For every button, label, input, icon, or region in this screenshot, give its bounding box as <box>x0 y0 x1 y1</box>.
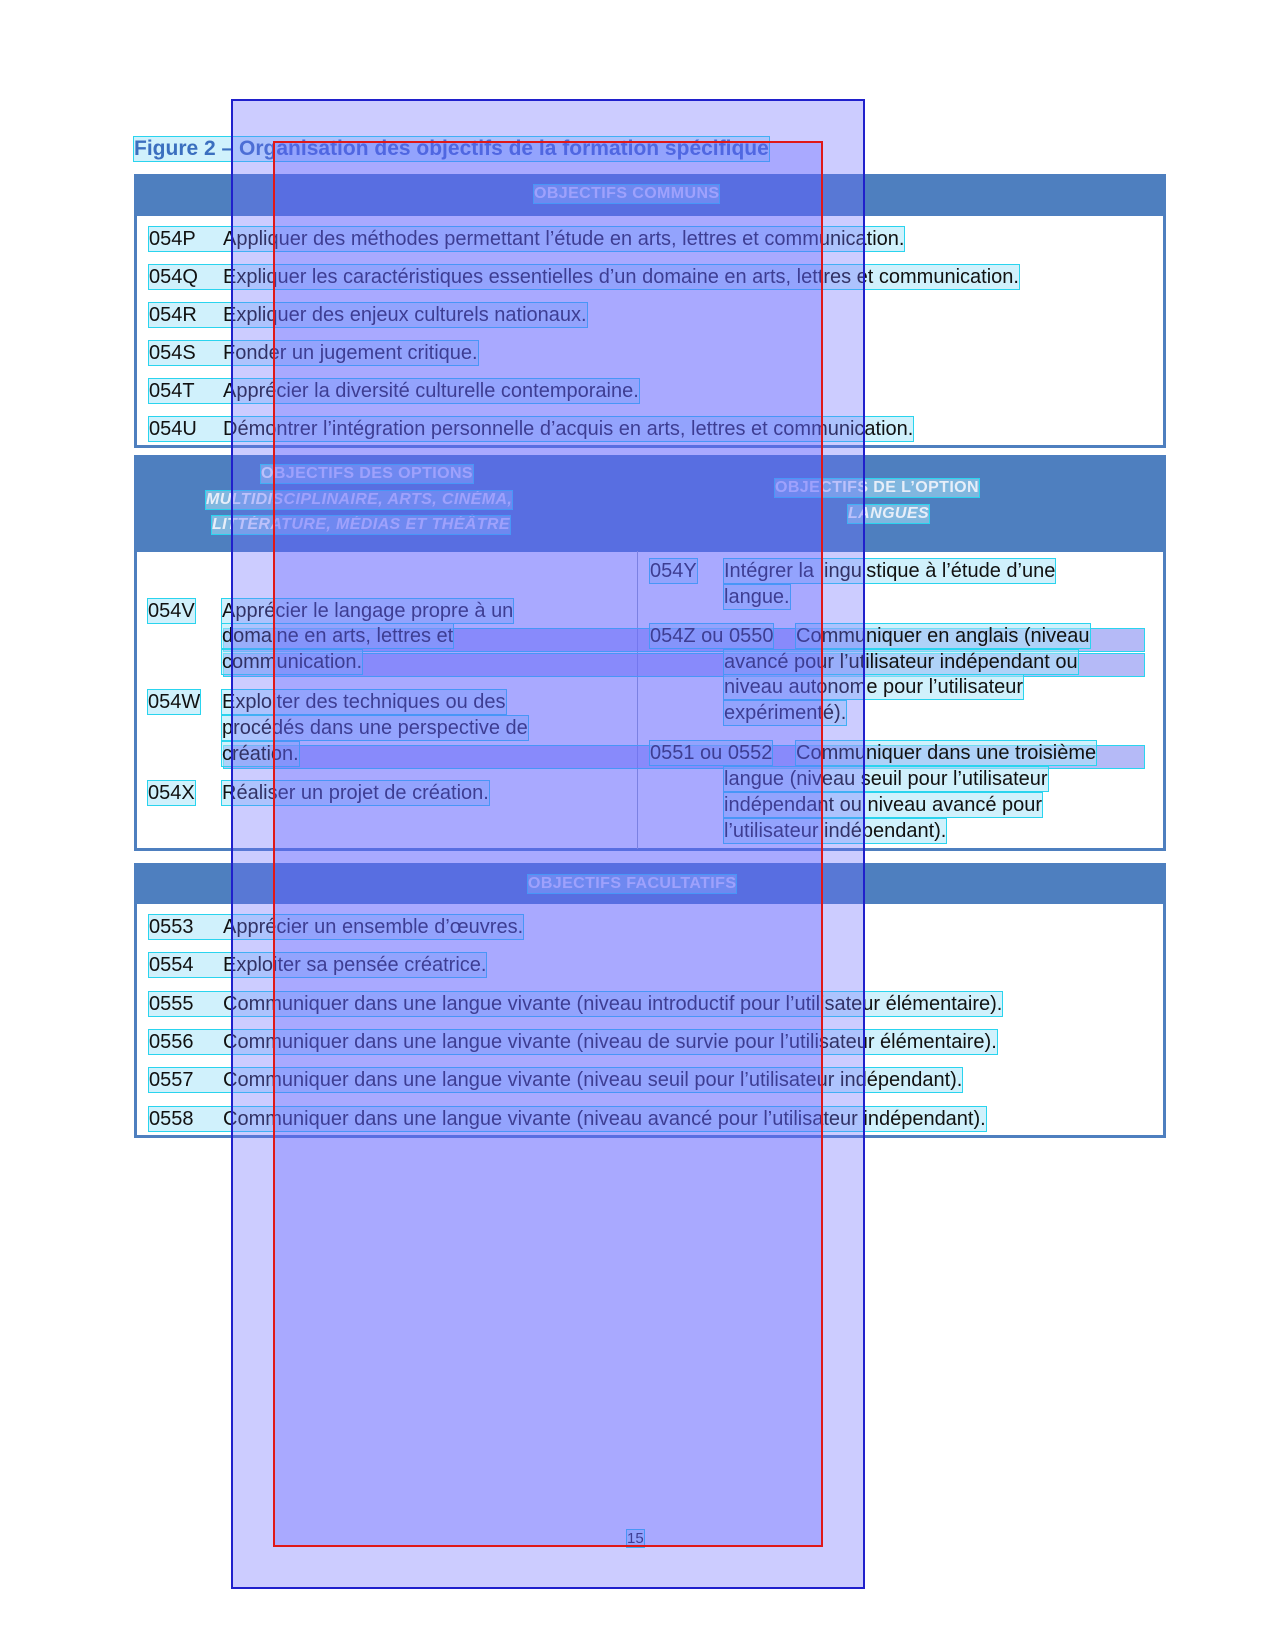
option-text: communication. <box>222 651 363 673</box>
language-text: l’utilisateur indépendant). <box>724 820 947 842</box>
options-header-line2: MULTIDISCIPLINAIRE, ARTS, CINÉMA, <box>206 491 513 508</box>
common-objectives-box <box>134 213 1166 448</box>
optional-item: 0555 Communiquer dans une langue vivante (niveau introductif pour l’utilisateur élémentaire). <box>149 993 1003 1015</box>
option-code: 054X <box>148 782 195 804</box>
options-header-title: OBJECTIFS DES OPTIONS <box>261 465 473 482</box>
option-code: 054W <box>148 691 201 713</box>
language-header-subtitle: LANGUES <box>848 505 930 522</box>
options-header-band <box>134 455 1166 551</box>
language-text: Intégrer la linguistique à l’étude d’une <box>724 560 1056 582</box>
common-item: 054S Fonder un jugement critique. <box>149 342 478 364</box>
common-item: 054Q Expliquer les caractéristiques essentielles d’un domaine en arts, lettres et communication. <box>149 266 1019 288</box>
optional-item: 0557 Communiquer dans une langue vivante (niveau seuil pour l’utilisateur indépendant). <box>149 1069 963 1091</box>
options-header-line3: LITTÉRATURE, MÉDIAS ET THÉÂTRE <box>212 516 510 533</box>
common-item: 054T Apprécier la diversité culturelle contemporaine. <box>149 380 639 402</box>
language-text: expérimenté). <box>724 702 847 724</box>
language-text: langue. <box>724 586 790 608</box>
option-text: Exploiter des techniques ou des <box>222 691 506 713</box>
language-text: Communiquer dans une troisième <box>796 742 1097 764</box>
language-text: niveau autonome pour l’utilisateur <box>724 676 1024 698</box>
option-text: création. <box>222 743 299 765</box>
optional-item: 0554 Exploiter sa pensée créatrice. <box>149 954 487 976</box>
language-text: avancé pour l’utilisateur indépendant ou <box>724 651 1078 673</box>
option-text: procédés dans une perspective de <box>222 717 528 739</box>
column-divider <box>637 551 638 849</box>
language-text: langue (niveau seuil pour l’utilisateur <box>724 768 1048 790</box>
language-text: indépendant ou niveau avancé pour <box>724 794 1043 816</box>
figure-title: Figure 2 – Organisation des objectifs de la formation spécifique <box>134 137 769 160</box>
optional-objectives-box <box>134 901 1166 1138</box>
common-header: OBJECTIFS COMMUNS <box>534 185 720 202</box>
language-code: 0551 ou 0552 <box>650 742 773 764</box>
common-item: 054U Démontrer l’intégration personnelle d’acquis en arts, lettres et communication. <box>149 418 914 440</box>
option-code: 054V <box>148 600 195 622</box>
option-text: Apprécier le langage propre à un <box>222 600 514 622</box>
optional-header-band <box>134 863 1166 903</box>
language-text: Communiquer en anglais (niveau <box>796 625 1090 647</box>
common-header-band <box>134 174 1166 215</box>
optional-item: 0556 Communiquer dans une langue vivante (niveau de survie pour l’utilisateur élémentaire). <box>149 1031 997 1053</box>
optional-item: 0558 Communiquer dans une langue vivante (niveau avancé pour l’utilisateur indépendant). <box>149 1108 986 1130</box>
common-item: 054R Expliquer des enjeux culturels nationaux. <box>149 304 587 326</box>
optional-item: 0553 Apprécier un ensemble d’œuvres. <box>149 916 524 938</box>
language-code: 054Y <box>650 560 697 582</box>
optional-header: OBJECTIFS FACULTATIFS <box>528 875 737 892</box>
option-text: Réaliser un projet de création. <box>222 782 489 804</box>
page-number: 15 <box>627 1530 644 1547</box>
common-item: 054P Appliquer des méthodes permettant l’étude en arts, lettres et communication. <box>149 228 905 250</box>
option-text: domaine en arts, lettres et <box>222 625 454 647</box>
language-header-title: OBJECTIFS DE L’OPTION <box>775 479 979 496</box>
language-code: 054Z ou 0550 <box>650 625 774 647</box>
